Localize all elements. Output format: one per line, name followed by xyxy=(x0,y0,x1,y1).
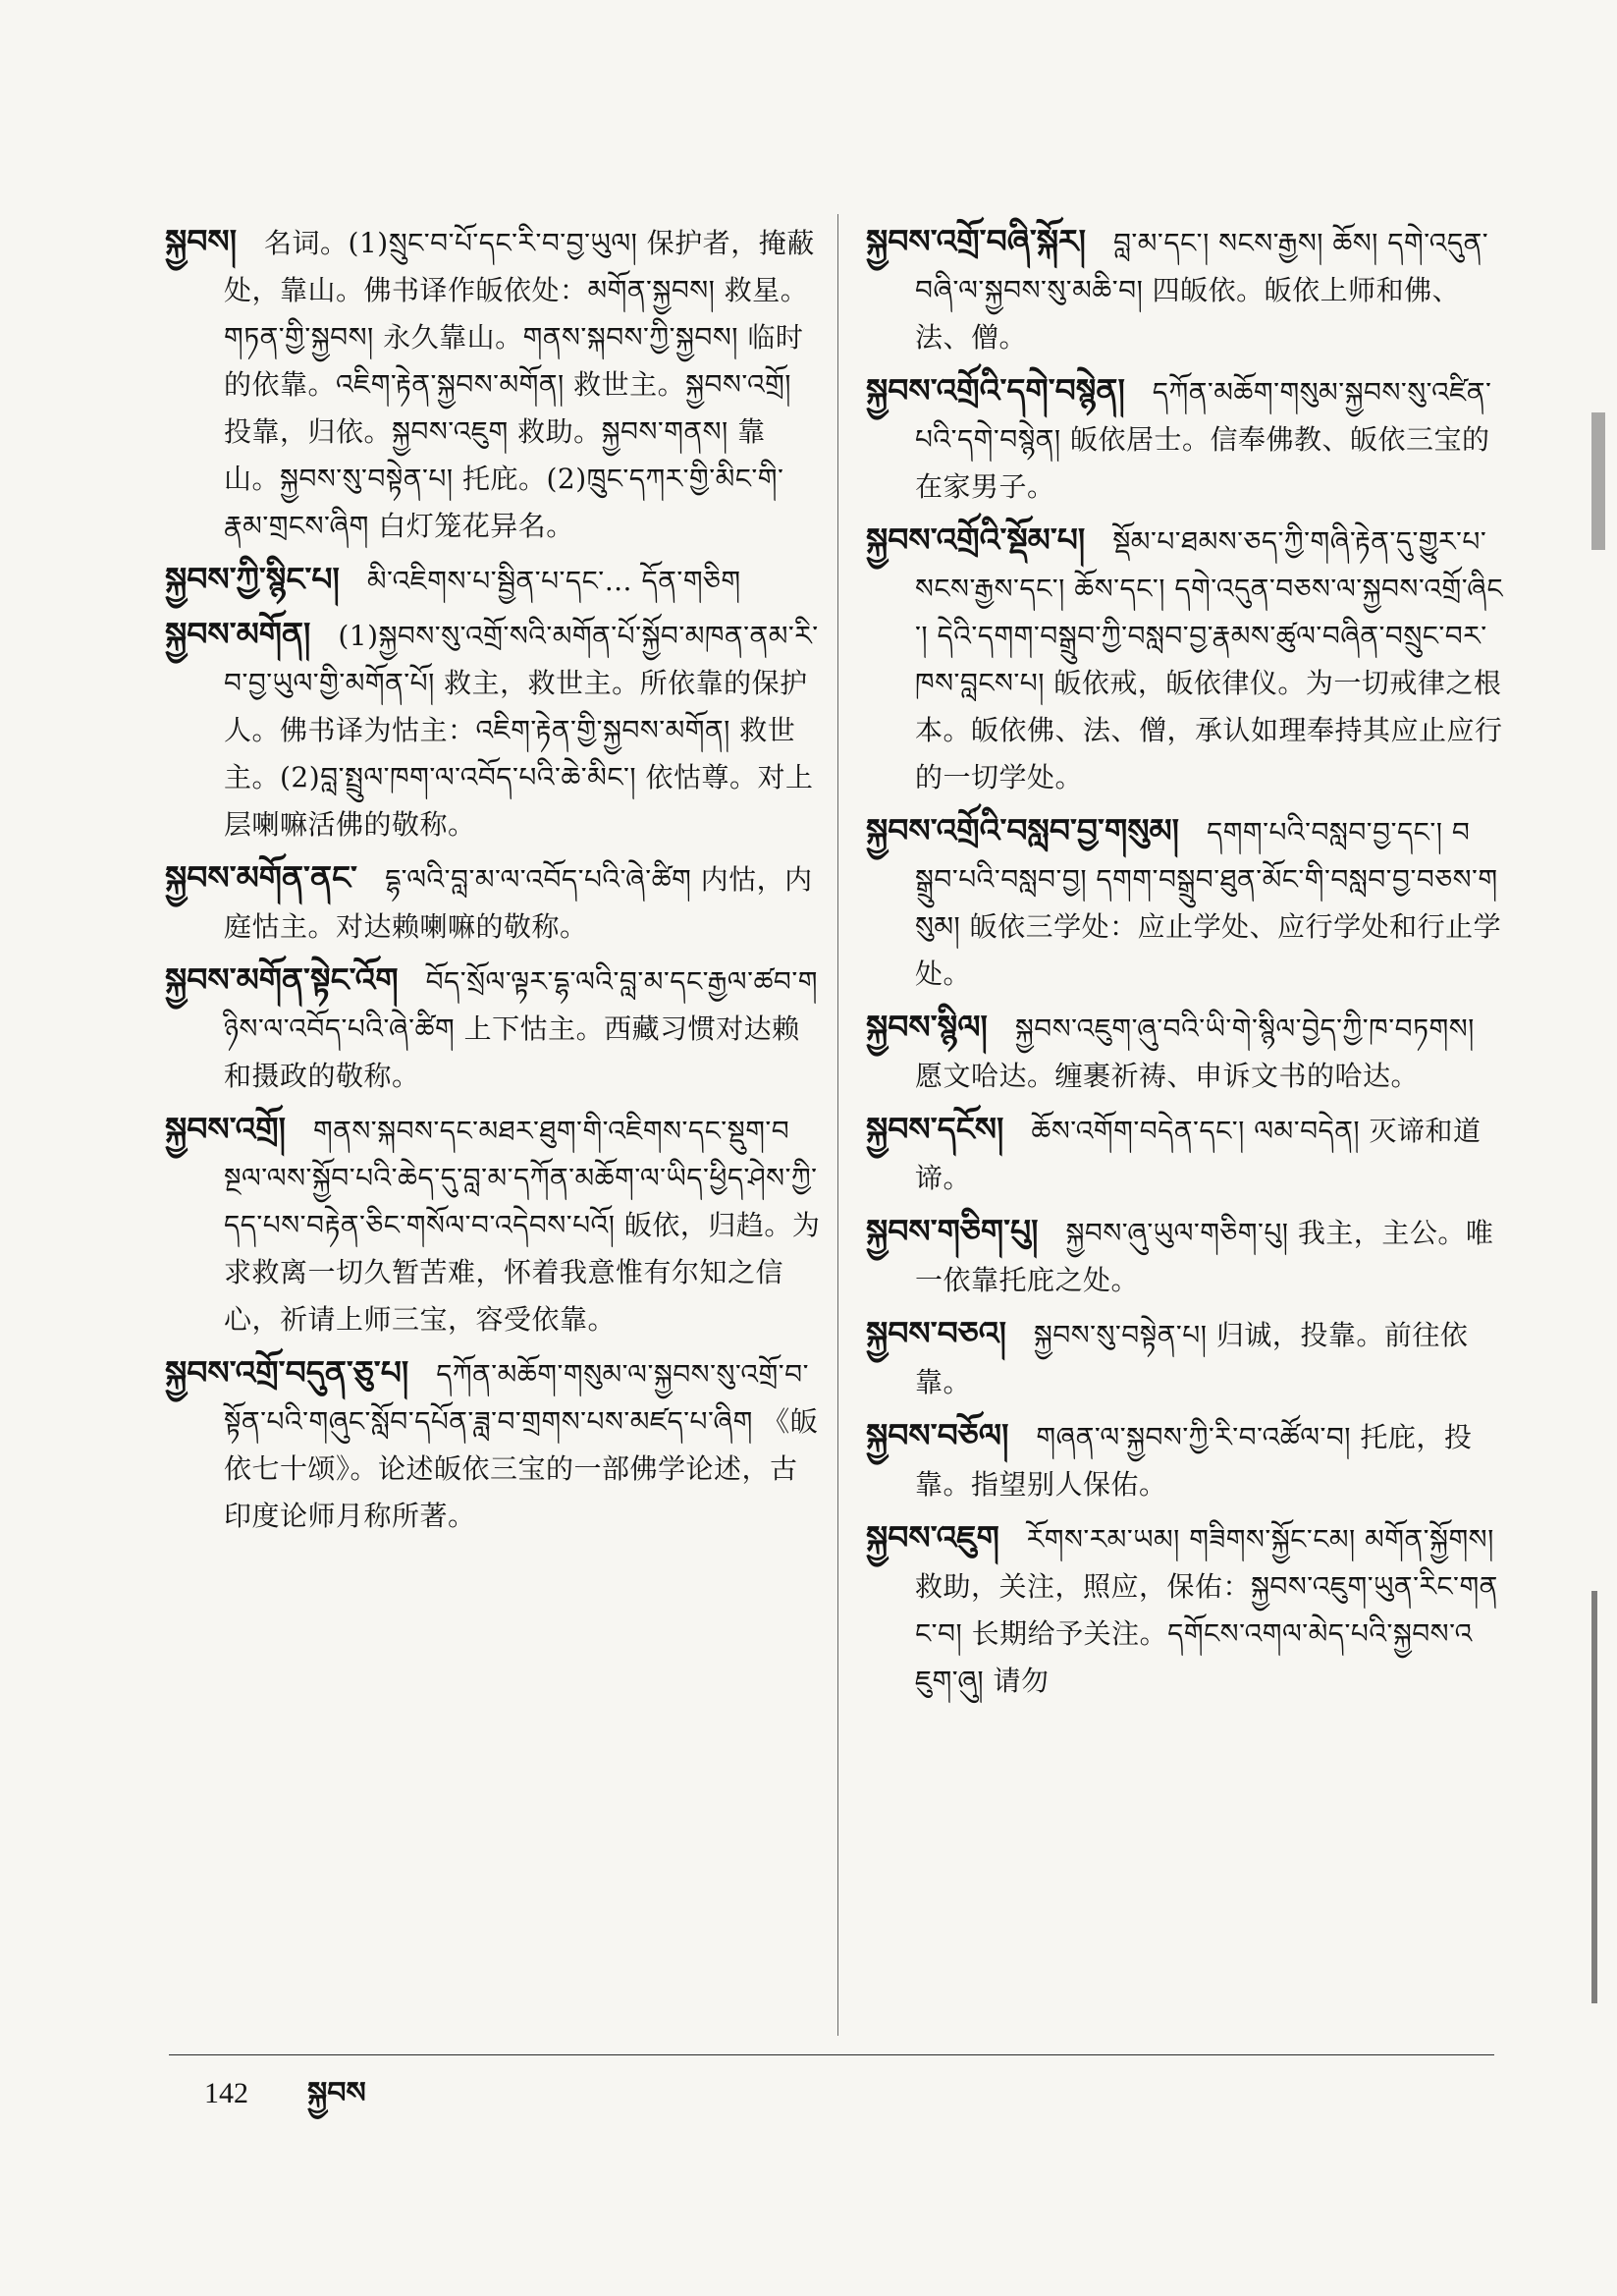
footer-rule xyxy=(169,2054,1494,2055)
page-footer xyxy=(204,2074,366,2113)
definition: སྐྱབས་ཞུ་ཡུལ་གཅིག་པུ། 我主，主公。唯一依靠托庇之处。 xyxy=(915,1217,1494,1296)
dictionary-entry xyxy=(866,367,1504,511)
headword: སྐྱབས་སྙིལ། xyxy=(866,1008,988,1046)
definition: གཞན་ལ་སྐྱབས་ཀྱི་རི་བ་འཚོལ་བ། 托庇，投靠。指望别人保佑。 xyxy=(915,1421,1473,1501)
headword: སྐྱབས་འགྲོ་བདུན་ཅུ་པ། xyxy=(165,1353,409,1392)
dictionary-entry xyxy=(165,1349,821,1540)
headword: སྐྱབས་ཀྱི་སྙིང་པ། xyxy=(165,560,340,598)
dictionary-entry xyxy=(866,1310,1504,1406)
definition: ཆོས་འགོག་བདེན་དང་། ལམ་བདེན། 灭谛和道谛。 xyxy=(915,1115,1482,1194)
definition: སྐྱབས་སུ་བསྟེན་པ། 归诚，投靠。前往依靠。 xyxy=(915,1319,1469,1398)
dictionary-entry xyxy=(866,1004,1504,1100)
scan-edge-mark xyxy=(1591,1591,1597,2003)
definition: བླ་མ་དང་། སངས་རྒྱས། ཆོས། དགེ་འདུན་བཞི་ལ་སྐྱབས་སུ་མཆི་བ། 四皈依。皈依上师和佛、法、僧。 xyxy=(915,227,1489,354)
definition: དགག་པའི་བསླབ་བྱ་དང་། བསྒྲུབ་པའི་བསླབ་བྱ། དགག་བསྒྲུབ་ཐུན་མོང་གི་བསླབ་བྱ་བཅས་གསུམ། 皈依三学处：应止学处、应行学处和行止学处。 xyxy=(915,816,1502,990)
definition: རོགས་རམ་ཡམ། གཟིགས་སྐྱོང་ངམ། མགོན་སྐྱོགས། 救助，关注，照应，保佑：སྐྱབས་འཇུག་ཡུན་རིང་གནང་བ། 长期给予关注。དགོངས་འགལ་མེད་པའི་སྐྱབས་འཇུག་ཞུ། 请勿 xyxy=(915,1523,1498,1697)
definition: མི་འཇིགས་པ་སྦྱིན་པ་དང་… དོན་གཅིག xyxy=(366,565,741,597)
headword: སྐྱབས་བཅོལ། xyxy=(866,1416,1009,1454)
headword: སྐྱབས་མགོན། xyxy=(165,615,311,653)
column-divider xyxy=(837,214,838,2036)
dictionary-entry xyxy=(165,854,821,951)
headword: སྐྱབས་དངོས། xyxy=(866,1110,1004,1148)
dictionary-entry xyxy=(866,218,1504,361)
dictionary-entry xyxy=(165,1106,821,1343)
dictionary-entry xyxy=(165,957,821,1100)
headword: སྐྱབས་འགྲོ། xyxy=(165,1110,286,1148)
definition: དྷ་ལའི་བླ་མ་ལ་འབོད་པའི་ཞེ་ཚིག 内怙，内庭怙主。对达赖喇嘛的敬称。 xyxy=(224,863,813,943)
dictionary-entry xyxy=(165,218,821,550)
headword: སྐྱབས་བཅའ། xyxy=(866,1314,1006,1352)
definition: སྐྱབས་འཇུག་ཞུ་བའི་ཡི་གེ་སྙིལ་བྱེད་ཀྱི་ཁ་བཏགས། 愿文哈达。缠裹祈祷、申诉文书的哈达。 xyxy=(915,1012,1475,1092)
headword: སྐྱབས་འགྲོ་བཞི་སྐོར། xyxy=(866,222,1086,260)
headword: སྐྱབས་འགྲོའི་དགེ་བསྙེན། xyxy=(866,371,1125,410)
headword: སྐྱབས་གཅིག་པུ། xyxy=(866,1212,1039,1250)
dictionary-entry xyxy=(165,611,821,848)
definition: 名词。(1)སྲུང་བ་པོ་དང་རི་བ་བྱ་ཡུལ། 保护者，掩蔽处，靠山。佛书译作皈依处：མགོན་སྐྱབས། 救星。གཏན་གྱི་སྐྱབས། 永久靠山。གནས་སྐབས་ཀྱི་སྐྱབས། 临时的依靠。འཇིག་རྟེན་སྐྱབས་མགོན། 救世主。སྐྱབས་འགྲོ། 投靠，归依。སྐྱབས་འཇུག 救助。སྐྱབས་གནས། 靠山。སྐྱབས་སུ་བསྟེན་པ། 托庇。(2)ཁྲུང་དཀར་གྱི་མིང་གི་རྣམ་གྲངས་ཞིག 白灯笼花异名。 xyxy=(224,227,815,542)
definition: (1)སྐྱབས་སུ་འགྲོ་སའི་མགོན་པོ་སྐྱོབ་མཁན་ནམ་རི་བ་བྱ་ཡུལ་གྱི་མགོན་པོ། 救主，救世主。所依靠的保护人。佛书译为怙主：འཇིག་རྟེན་གྱི་སྐྱབས་མགོན། 救世主。(2)བླ་སྤྲུལ་ཁག་ལ་འབོད་པའི་ཆེ་མིང་། 依怙尊。对上层喇嘛活佛的敬称。 xyxy=(224,620,819,841)
headword: སྐྱབས་མགོན་ནང་ xyxy=(165,858,357,897)
headword: སྐྱབས་མགོན་སྟེང་འོག xyxy=(165,960,399,999)
definition: སྡོམ་པ་ཐམས་ཅད་ཀྱི་གཞི་རྟེན་དུ་གྱུར་པ་སངས་རྒྱས་དང་། ཆོས་དང་། དགེ་འདུན་བཅས་ལ་སྐྱབས་འགྲོ་ཞིང་། དེའི་དགག་བསྒྲུབ་ཀྱི་བསླབ་བྱ་རྣམས་ཚུལ་བཞིན་བསྲུང་བར་ཁས་བླངས་པ། 皈依戒，皈依律仪。为一切戒律之根本。皈依佛、法、僧，承认如理奉持其应止应行的一切学处。 xyxy=(915,525,1504,793)
dictionary-entry xyxy=(866,517,1504,801)
definition: དཀོན་མཆོག་གསུམ་ལ་སྐྱབས་སུ་འགྲོ་བ་སྟོན་པའི་གཞུང་སློབ་དཔོན་ཟླ་བ་གྲགས་པས་མཛད་པ་ཞིག 《皈依七十颂》。论述皈依三宝的一部佛学论述，古印度论师月称所著。 xyxy=(224,1358,819,1532)
dictionary-entry xyxy=(866,1514,1504,1705)
dictionary-entry xyxy=(866,1208,1504,1304)
dictionary-entry xyxy=(866,1106,1504,1202)
dictionary-entry xyxy=(165,556,821,605)
left-column xyxy=(165,218,821,1546)
headword: སྐྱབས་འཇུག xyxy=(866,1518,999,1557)
dictionary-entry xyxy=(866,1412,1504,1508)
page-number: 142 xyxy=(204,2077,248,2109)
headword: སྐྱབས་འགྲོའི་བསླབ་བྱ་གསུམ། xyxy=(866,811,1179,849)
running-head: སྐྱབས xyxy=(307,2076,366,2110)
dictionary-entry xyxy=(866,807,1504,998)
right-column xyxy=(866,218,1504,1711)
definition: བོད་སྲོལ་ལྟར་དྷ་ལའི་བླ་མ་དང་རྒྱལ་ཚབ་གཉིས་ལ་འབོད་པའི་ཞེ་ཚིག 上下怙主。西藏习惯对达赖和摄政的敬称。 xyxy=(224,965,818,1092)
definition: དཀོན་མཆོག་གསུམ་སྐྱབས་སུ་འཛིན་པའི་དགེ་བསྙེན། 皈依居士。信奉佛教、皈依三宝的在家男子。 xyxy=(915,376,1492,503)
scan-edge-mark xyxy=(1591,412,1605,550)
definition: གནས་སྐབས་དང་མཐར་ཐུག་གི་འཇིགས་དང་སྡུག་བསྔལ་ལས་སྐྱོབ་པའི་ཆེད་དུ་བླ་མ་དཀོན་མཆོག་ལ་ཡིད་ཕྱིད་ཤེས་ཀྱི་དད་པས་བརྟེན་ཅིང་གསོལ་བ་འདེབས་པའོ། 皈依，归趋。为求救离一切久暂苦难，怀着我意惟有尔知之信心，祈请上师三宝，容受依靠。 xyxy=(224,1115,821,1336)
headword: སྐྱབས་འགྲོའི་སྡོམ་པ། xyxy=(866,520,1086,559)
headword: སྐྱབས། xyxy=(165,222,238,260)
